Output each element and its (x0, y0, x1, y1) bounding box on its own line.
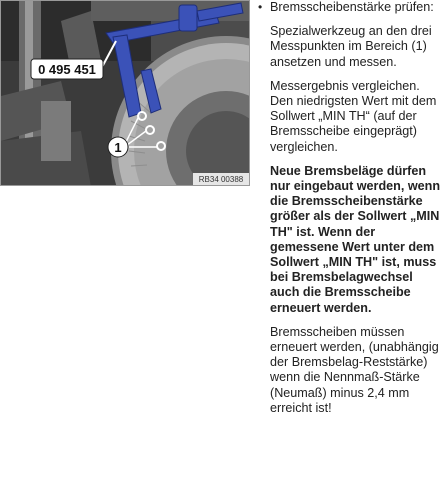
bullet-dot-icon: • (258, 0, 263, 14)
callout-number: 1 (114, 140, 122, 155)
paragraph-1: Spezialwerkzeug an den drei Messpunkten im Bereich (1) ansetzen und messen. (270, 24, 432, 69)
warning-paragraph: Neue Bremsbeläge dürfen nur eingebaut werden, wenn die Bremsscheibenstärke größer als der Sollwert „MIN TH" ist. Wenn der gemessene Wert unter dem Sollwert „MIN TH" ist, muss bei Bremsbelagwechsel auch die Bremsscheibe erneuert werden. (270, 163, 441, 315)
paragraph-3: Bremsscheiben müssen erneuert werden, (unabhängig der Bremsbelag-Reststärke) wenn die Nennmaß-Stärke (Neumaß) minus 2,4 mm erreicht ist! (270, 324, 439, 415)
bullet-heading: Bremsscheibenstärke prüfen: (270, 0, 434, 14)
brake-disc-figure (0, 0, 250, 186)
bullet-item (256, 0, 444, 15)
brake-disc-illustration (1, 1, 250, 186)
figure-id: RB34 00388 (198, 175, 244, 184)
instruction-text (256, 0, 444, 425)
tool-number-label: 0 495 451 (38, 62, 96, 77)
paragraph-2: Messergebnis vergleichen. Den niedrigsten Wert mit dem Sollwert „MIN TH“ (auf der Bremsscheibe eingeprägt) vergleichen. (270, 78, 437, 154)
